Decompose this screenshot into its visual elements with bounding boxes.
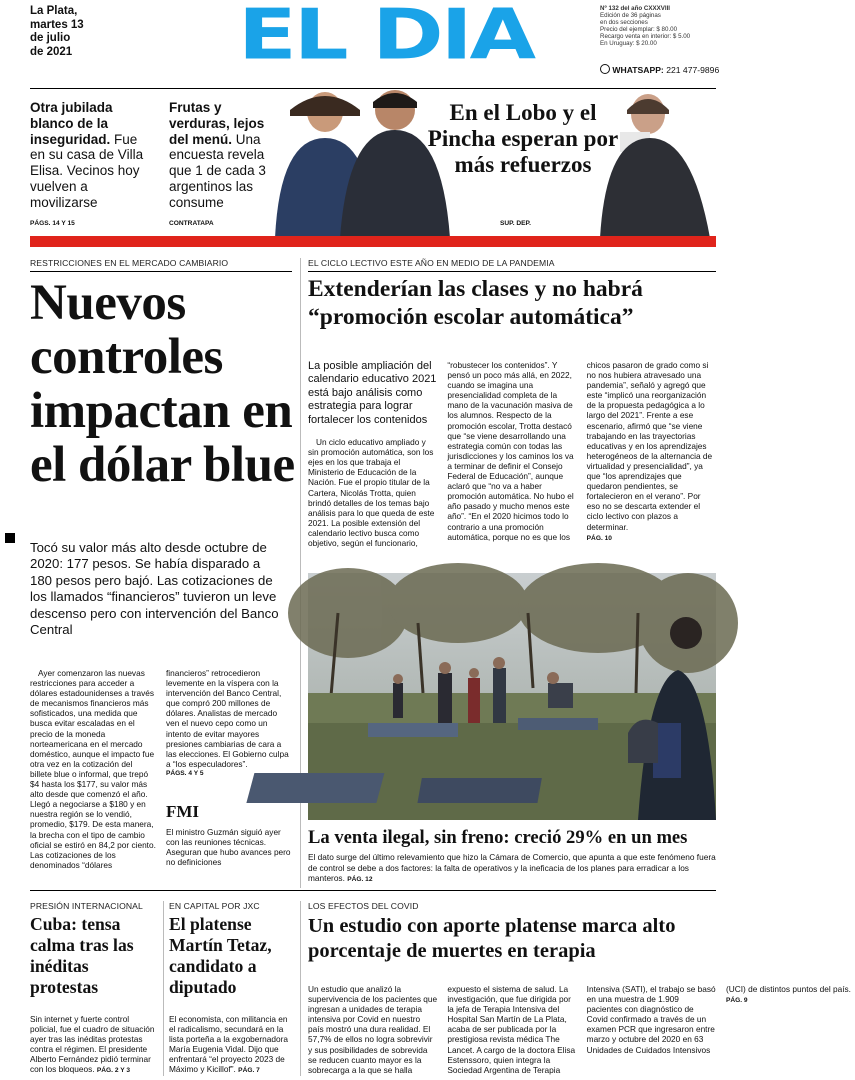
main-right-kicker-rule bbox=[308, 271, 716, 272]
main-left-body-text: Ayer comenzaron las nuevas restricciones para acceder a dólares estadounidenses a través de mecanismos financieros más sofisticados, una medida que busca evitar escaladas en el precio de la moneda norteamericana en el mercado doméstico, aunque el impacto fue otra vez en la cotización del billete blue o informal, que trepó $4 hasta los $177, su valor más alto desde que comenzó el año. Llegó a negociarse a $180 y en nuestra región se lo vendió, promedio, $179. De esta manera, la brecha con el tipo de cambio oficial se estiró en 84,2 por ciento. Las cotizaciones de los denominados “dólares financieros” retrocedieron levemente en la víspera con la intervención del Banco Central, que compró 200 millones de dólares. Analistas de mercado ven el nuevo cepo como un intento de evitar mayores presiones cambiarias de cara a las elecciones. El Gobierno culpa a “los especuladores”. bbox=[30, 668, 289, 870]
main-left-body bbox=[30, 668, 292, 888]
photo-story-caption-text: El dato surge del último relevamiento que hizo la Cámara de Comercio, que apunta a que este fenómeno fuera de control se debe a dos factores: la falta de operativos y la ineficacia de los planes para erradicar a los manteros. bbox=[308, 852, 716, 884]
teaser-frutas-text: Una encuesta revela que 1 de cada 3 argentinos las consume bbox=[169, 131, 266, 210]
bullet-mark bbox=[5, 533, 15, 543]
dateline bbox=[30, 5, 140, 59]
edition-surcharge: Recargo venta en interior: $ 5.00 bbox=[600, 32, 691, 40]
bottom-covid-page-ref: PÁG. 9 bbox=[725, 997, 748, 1005]
fmi-title: FMI bbox=[166, 802, 200, 822]
main-right-body bbox=[308, 360, 716, 565]
teaser-sports-headline[interactable]: En el Lobo y el Pincha esperan por más refuerzos bbox=[427, 100, 619, 177]
dateline-day: martes 13 bbox=[30, 18, 84, 31]
teaser-jubilada-page: PÁGS. 14 Y 15 bbox=[30, 220, 75, 227]
whatsapp-label: WHATSAPP: bbox=[612, 65, 664, 75]
bottom-top-rule bbox=[30, 890, 716, 891]
main-right-body-text: Un ciclo educativo ampliado y sin promoción automática, son los ejes en los que trabaja el Ministerio de Educación de la Nación. Fue el propio titular de la Cartera, Nicolás Trotta, quien brindó detalles de los temas bajo análisis para lo que queda de este 2021. La posible extensión del calendario lectivo busca como objetivo, según el funcionario, “robustecer los contenidos”. Y pensó un poco más allá, en 2022, cuando se imagina una presencialidad completa de la mano de la vacunación masiva de los alumnos. Respecto de la promoción escolar, Trotta destacó que “se viene desarrollando una estrategia común con todas las jurisdicciones y los caminos los va a terminar de definir el Consejo Federal de Educación”, aunque aclaró que “no va a haber promoción automática. No hubo el año pasado y mucho menos este año”. “En el 2020 hicimos todo lo contrario a una promoción automática, porque no es que los chicos pasaron de grado como si no nos hubiera atravesado una pandemia”, señaló y agregó que este “implicó una reorganización de la propuesta pedagógica a lo largo del 2021”. Frente a ese escenario, afirmó que “se viene trabajando en las trayectorias educativas y en los aprendizajes heterogéneos de la alternancia de virtualidad y presencialidad”, ya que “los aprendizajes que quedaron pendientes, se fortalecieron en el verano”. Por eso no se descarta extender el ciclo lectivo con plazos a determinar. bbox=[308, 360, 713, 548]
bottom-tetaz-text: El economista, con militancia en el radicalismo, secundará en la lista porteña a la exgobernadora María Eugenia Vidal. Dijo que enfrentará “el proyecto 2023 de Máximo y Kicillof”. bbox=[169, 1014, 289, 1075]
main-right-kicker: EL CICLO LECTIVO ESTE AÑO EN MEDIO DE LA PANDEMIA bbox=[308, 258, 555, 268]
main-right-headline[interactable]: Extenderían las clases y no habrá “promoción escolar automática” bbox=[308, 276, 643, 330]
edition-uruguay: En Uruguay: $ 20.00 bbox=[600, 39, 657, 47]
main-left-kicker: RESTRICCIONES EN EL MERCADO CAMBIARIO bbox=[30, 258, 229, 268]
bottom-cuba-kicker: PRESIÓN INTERNACIONAL bbox=[30, 901, 143, 911]
edition-number: Nº 132 del año CXXXVIII bbox=[600, 5, 671, 12]
edition-pages: Edición de 36 páginas bbox=[600, 11, 661, 19]
main-left-headline[interactable]: Nuevos controles impactan en el dólar blue bbox=[30, 275, 295, 493]
main-right-deck: La posible ampliación del calendario educativo 2021 está bajo análisis como estrategia para lograr fortalecer los contenidos bbox=[308, 360, 437, 426]
bottom-covid-body bbox=[308, 984, 851, 1076]
bottom-covid-text: Un estudio que analizó la supervivencia de los pacientes que ingresan a unidades de terapia intensiva por Covid en nuestro país mostró una dura realidad. El 57,7% de ellos no logra sobrevivir y sus posibilidades de sobrevida se reducen cuanto mayor es la sobrecarga a la que se halla expuesto el sistema de salud. La investigación, que fue dirigida por la jefa de Terapia Intensiva del Hospital San Martín de La Plata, acaba de ser publicada por la prestigiosa revista médica The Lancet. A cargo de la doctora Elisa Estenssoro, quien integra la Sociedad Argentina de Terapia Intensiva (SATI), el trabajo se basó en una muestra de 1.909 pacientes con diagnóstico de Covid confirmado a través de un examen PCR que ingresaron entre marzo y octubre del 2020 en 63 Unidades de Cuidados Intensivos (UCI) de distintos puntos del país. bbox=[308, 984, 851, 1075]
teaser-sports-page: SUP. DEP. bbox=[500, 220, 531, 227]
fmi-text: El ministro Guzmán siguió ayer con las reuniones técnicas. Aseguran que hubo avances pero no definiciones bbox=[166, 827, 291, 868]
bottom-cuba-headline[interactable]: Cuba: tensa calma tras las inéditas protestas bbox=[30, 914, 134, 997]
bottom-tetaz-headline[interactable]: El platense Martín Tetaz, candidato a diputado bbox=[169, 914, 272, 997]
teaser-frutas-page: CONTRATAPA bbox=[169, 220, 214, 227]
bottom-cuba-page-ref: PÁG. 2 Y 3 bbox=[96, 1067, 131, 1075]
teaser-frutas[interactable] bbox=[169, 100, 279, 211]
bottom-divider-2 bbox=[300, 901, 301, 1076]
edition-price: Precio del ejemplar: $ 80.00 bbox=[600, 25, 678, 33]
teaser-jubilada[interactable] bbox=[30, 100, 155, 211]
photo-story-caption bbox=[308, 852, 716, 886]
bottom-covid-kicker: LOS EFECTOS DEL COVID bbox=[308, 901, 419, 911]
teaser-jubilada-text: Fue en su casa de Villa Elisa. Vecinos hoy vuelven a movilizarse bbox=[30, 131, 144, 210]
main-left-page-ref: PÁGS. 4 Y 5 bbox=[166, 769, 204, 777]
bottom-tetaz-kicker: EN CAPITAL POR JXC bbox=[169, 901, 260, 911]
bottom-tetaz-body bbox=[169, 1014, 294, 1077]
dateline-city: La Plata, bbox=[30, 5, 78, 17]
photo-story-page-ref: PÁG. 12 bbox=[347, 876, 373, 884]
main-left-kicker-rule bbox=[30, 271, 292, 272]
dateline-month: de julio bbox=[30, 32, 71, 44]
bottom-cuba-text: Sin internet y fuerte control policial, fue el cuadro de situación ayer tras las inéditas protestas contra el régimen. El presidente Alberto Fernández pidió terminar con los bloqueos. bbox=[30, 1014, 155, 1075]
whatsapp-number: 221 477-9896 bbox=[666, 65, 720, 75]
dateline-year: de 2021 bbox=[30, 45, 73, 58]
bottom-tetaz-page-ref: PÁG. 7 bbox=[238, 1067, 260, 1075]
whatsapp-icon bbox=[600, 64, 610, 74]
masthead-logo: EL DIA bbox=[238, 0, 533, 76]
edition-sections: en dos secciones bbox=[600, 18, 648, 26]
main-left-deck: Tocó su valor más alto desde octubre de 2020: 177 pesos. Se había disparado a 180 pesos pero bajó. Las cotizaciones de los llamados “financieros” tuvieron un leve descenso pero con intervención del Banco Central bbox=[30, 540, 279, 638]
bottom-divider-1 bbox=[163, 901, 164, 1076]
photo-story-headline[interactable]: La venta ilegal, sin freno: creció 29% en un mes bbox=[308, 827, 688, 848]
teaser-jubilada-bold: Otra jubilada blanco de la inseguridad. bbox=[30, 100, 113, 147]
street-market-photo[interactable] bbox=[308, 573, 716, 820]
main-right-page-ref: PÁG. 10 bbox=[586, 534, 612, 542]
red-band bbox=[30, 236, 716, 247]
whatsapp-line bbox=[600, 64, 720, 75]
bottom-covid-headline[interactable]: Un estudio con aporte platense marca alto porcentaje de muertes en terapia bbox=[308, 915, 676, 962]
edition-info bbox=[600, 6, 720, 47]
bottom-cuba-body bbox=[30, 1014, 158, 1077]
header-rule bbox=[30, 88, 716, 89]
teaser-frutas-bold: Frutas y verduras, lejos del menú. bbox=[169, 100, 265, 147]
